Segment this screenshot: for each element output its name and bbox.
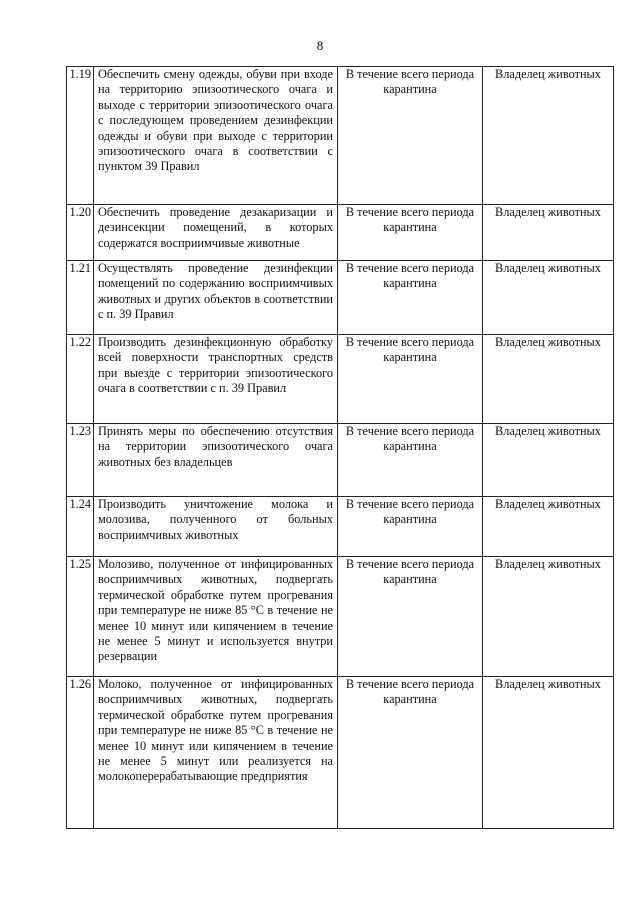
measure-text: Производить дезинфекционную обработку всей поверхности транспортных средств при выезде с территории эпизоотического очага в соответствии с п. 39 Правил	[94, 335, 338, 424]
responsible-cell: Владелец животных	[483, 335, 614, 424]
measure-text: Молозиво, полученное от инфицированных восприимчивых животных, подвергать термической обработке путем прогревания при температуре не ниже 85 °С в течение не менее 10 минут или кипячением в течение не менее 5 минут и используется внутри резервации	[94, 557, 338, 677]
row-number: 1.19	[67, 67, 94, 205]
measure-text: Молоко, полученное от инфицированных восприимчивых животных, подвергать термической обработке путем прогревания при температуре не ниже 85 °С в течение не менее 10 минут или кипячением в течение не менее 5 минут или реализуется на молокоперерабатывающие предприятия	[94, 677, 338, 829]
responsible-cell: Владелец животных	[483, 677, 614, 829]
responsible-cell: Владелец животных	[483, 205, 614, 261]
table-row	[67, 261, 614, 335]
row-number: 1.21	[67, 261, 94, 335]
table-row	[67, 497, 614, 557]
measure-text: Обеспечить проведение дезакаризации и дезинсекции помещений, в которых содержатся восприимчивые животные	[94, 205, 338, 261]
measure-text: Осуществлять проведение дезинфекции помещений по содержанию восприимчивых животных и других объектов в соответствии с п. 39 Правил	[94, 261, 338, 335]
period-cell: В течение всего периода карантина	[338, 424, 483, 497]
table-row	[67, 67, 614, 205]
responsible-cell: Владелец животных	[483, 67, 614, 205]
measure-text: Обеспечить смену одежды, обуви при входе на территорию эпизоотического очага и выходе с территории эпизоотического очага с последующем проведением дезинфекции одежды и обуви при выходе с территории эпизоотического очага в соответствии с пунктом 39 Правил	[94, 67, 338, 205]
measures-table	[66, 66, 614, 829]
period-cell: В течение всего периода карантина	[338, 335, 483, 424]
row-number: 1.23	[67, 424, 94, 497]
row-number: 1.20	[67, 205, 94, 261]
period-cell: В течение всего периода карантина	[338, 557, 483, 677]
page-number: 8	[316, 38, 324, 53]
responsible-cell: Владелец животных	[483, 497, 614, 557]
row-number: 1.22	[67, 335, 94, 424]
period-cell: В течение всего периода карантина	[338, 67, 483, 205]
table-row	[67, 677, 614, 829]
row-number: 1.25	[67, 557, 94, 677]
responsible-cell: Владелец животных	[483, 557, 614, 677]
row-number: 1.24	[67, 497, 94, 557]
period-cell: В течение всего периода карантина	[338, 497, 483, 557]
responsible-cell: Владелец животных	[483, 424, 614, 497]
table-row	[67, 205, 614, 261]
table-row	[67, 557, 614, 677]
period-cell: В течение всего периода карантина	[338, 677, 483, 829]
table-row	[67, 335, 614, 424]
measure-text: Производить уничтожение молока и молозива, полученного от больных восприимчивых животных	[94, 497, 338, 557]
period-cell: В течение всего периода карантина	[338, 261, 483, 335]
table-row	[67, 424, 614, 497]
measure-text: Принять меры по обеспечению отсутствия на территории эпизоотического очага животных без владельцев	[94, 424, 338, 497]
period-cell: В течение всего периода карантина	[338, 205, 483, 261]
row-number: 1.26	[67, 677, 94, 829]
responsible-cell: Владелец животных	[483, 261, 614, 335]
